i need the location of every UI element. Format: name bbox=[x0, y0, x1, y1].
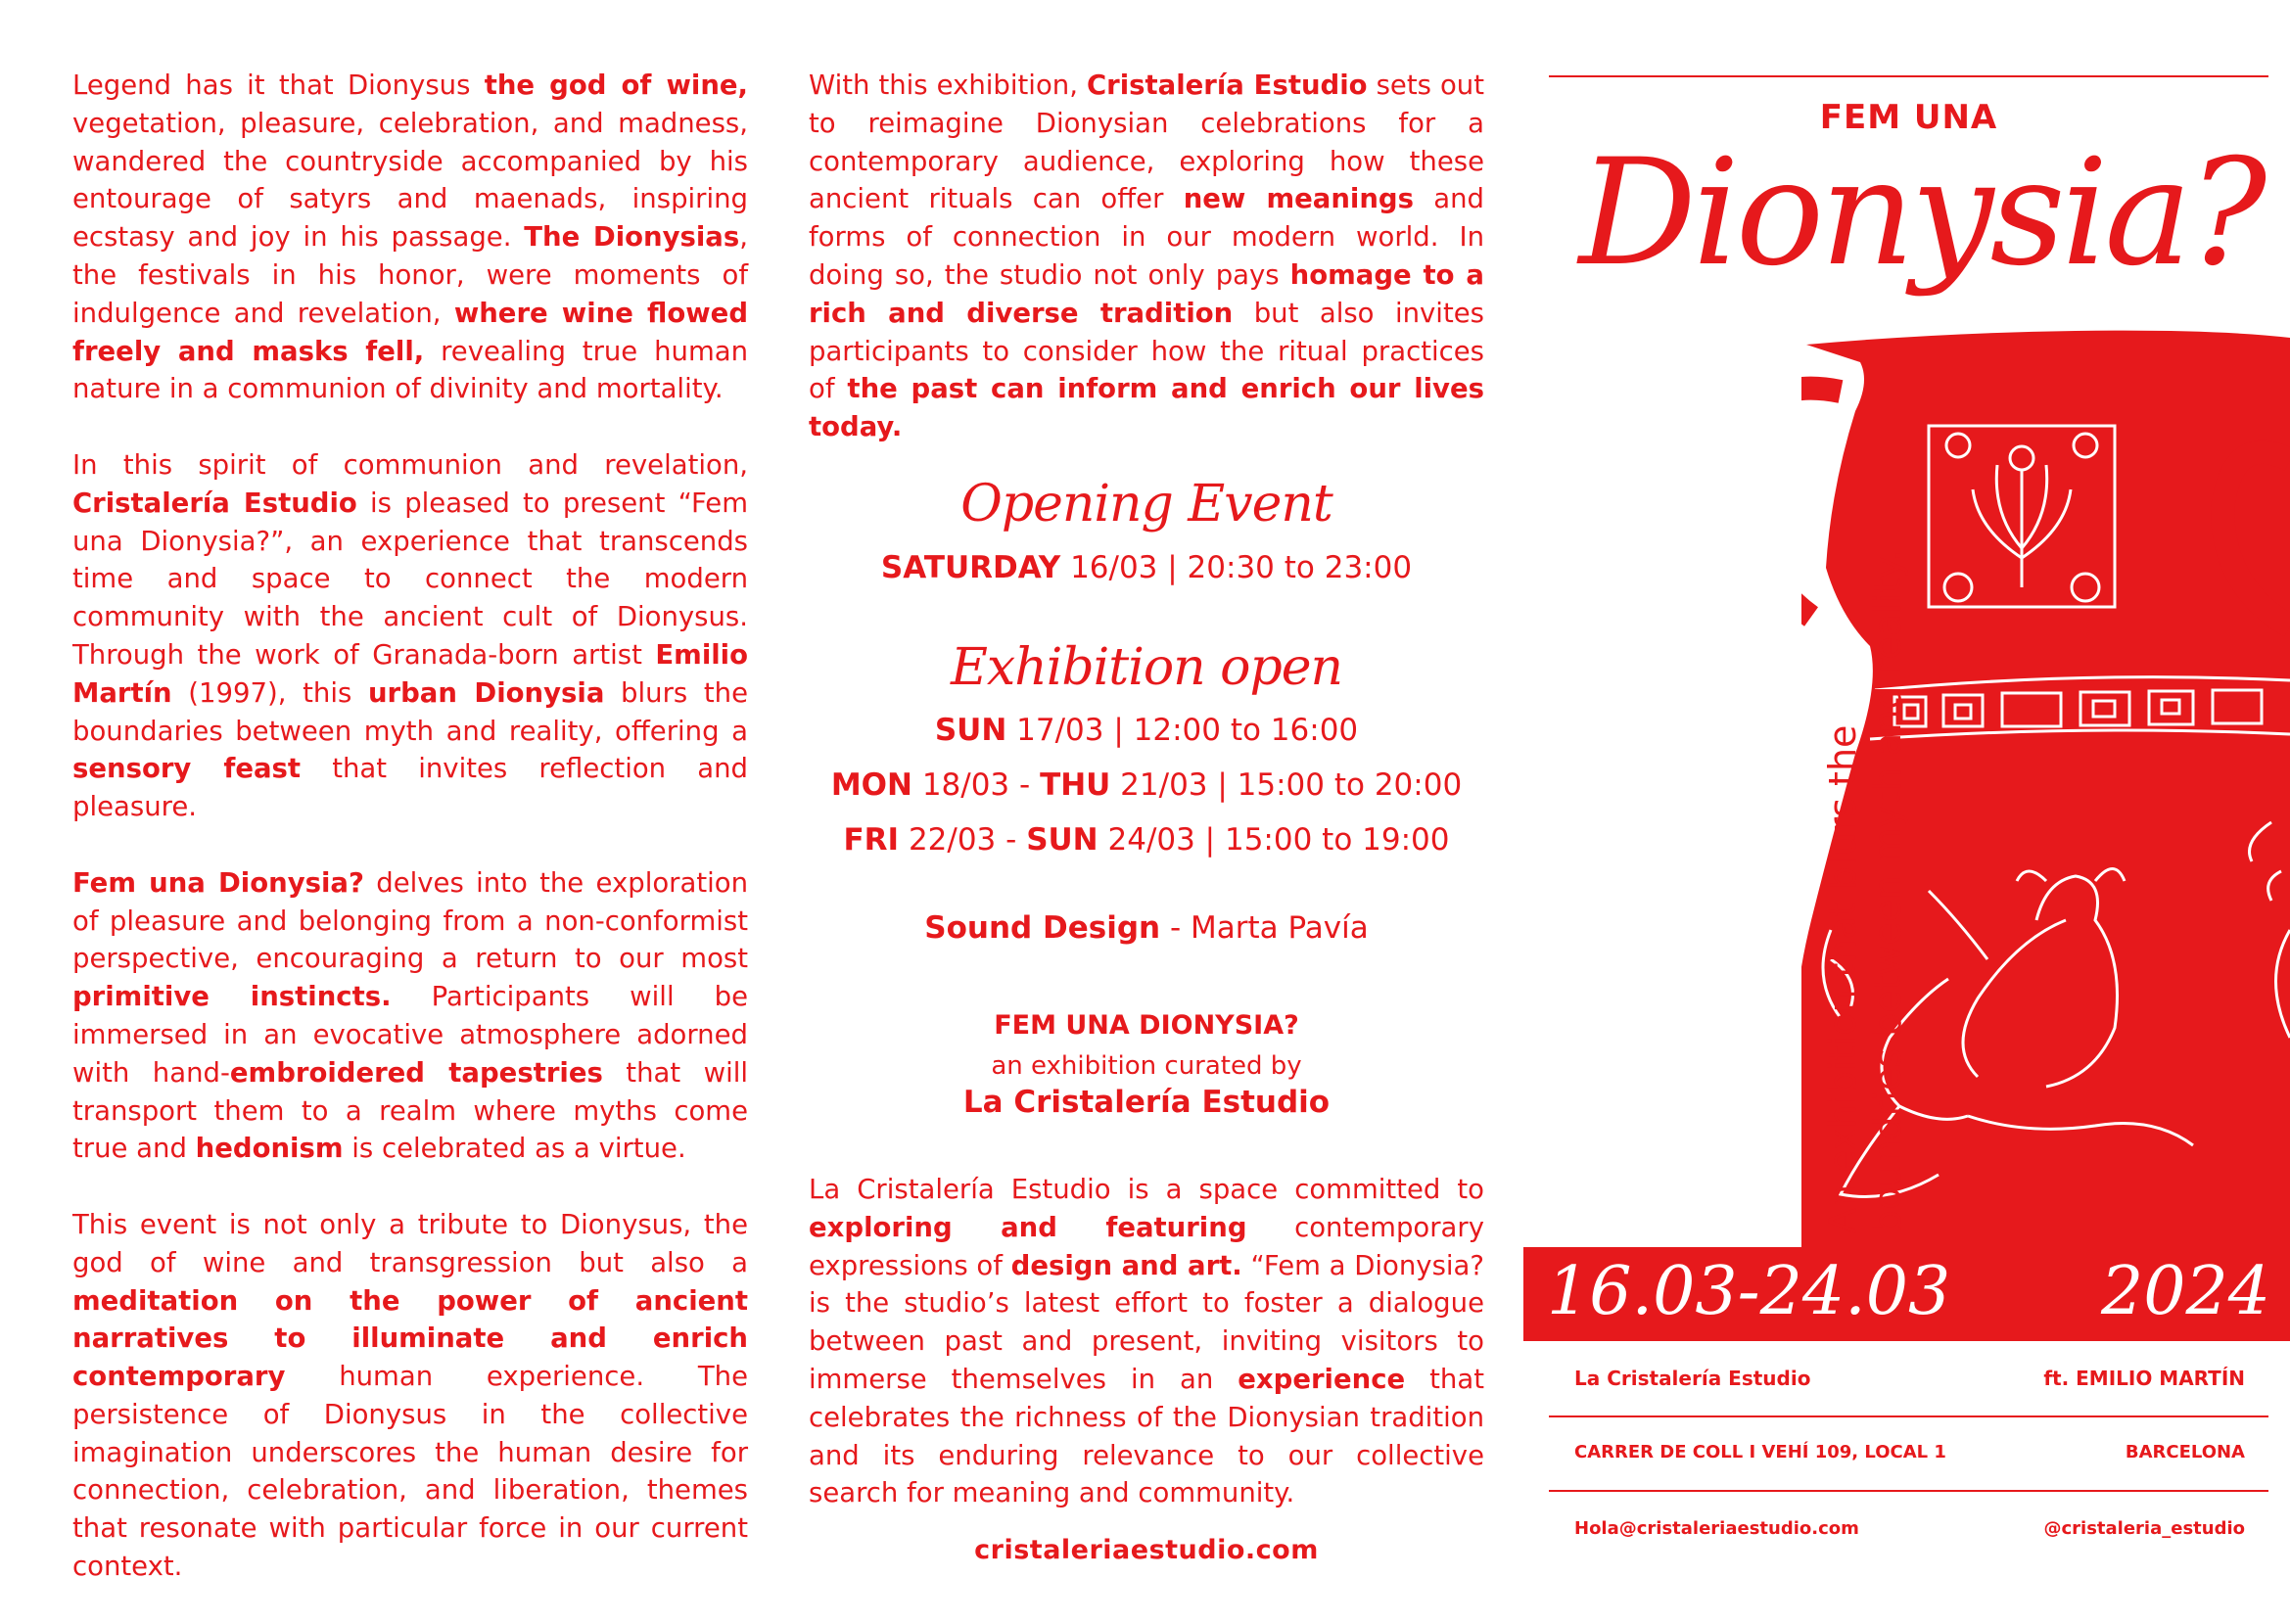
date-range: 16.03-24.03 bbox=[1547, 1253, 1951, 1330]
body-text: (1997), this bbox=[171, 676, 368, 709]
top-rule bbox=[1549, 75, 2268, 77]
paragraph-legend bbox=[72, 67, 748, 408]
body-text: This event is not only a tribute to Dionysus, the god of wine and transgression but also a bbox=[72, 1208, 748, 1278]
emphasis-text: homage to a rich and diverse tradition bbox=[809, 258, 1484, 329]
info-rule-1 bbox=[1549, 1415, 2268, 1417]
paragraph-exploration bbox=[72, 864, 748, 1168]
emphasis-text: Cristalería Estudio bbox=[72, 487, 357, 519]
emphasis-text: Fem una Dionysia? bbox=[72, 866, 364, 899]
schedule-day: SUN bbox=[1026, 822, 1098, 858]
date-band bbox=[1523, 1247, 2290, 1341]
body-text: Participants will be immersed in an evocative atmosphere adorned with hand- bbox=[72, 981, 748, 1089]
about-column bbox=[809, 67, 1484, 485]
body-text: vegetation, pleasure, celebration, and madness, wandered the countryside accompanied by his entourage of satyrs and maenads, inspiring ecstasy and joy in his passage. bbox=[72, 107, 748, 254]
emphasis-text: embroidered tapestries bbox=[229, 1056, 603, 1089]
date-year: 2024 bbox=[2100, 1253, 2270, 1330]
emphasis-text: hedonism bbox=[195, 1133, 344, 1165]
instagram-link[interactable]: @cristaleria_estudio bbox=[2043, 1518, 2245, 1539]
body-text: With this exhibition, bbox=[809, 70, 1087, 101]
city: BARCELONA bbox=[2125, 1442, 2245, 1462]
address: CARRER DE COLL I VEHÍ 109, LOCAL 1 bbox=[1574, 1442, 1946, 1462]
body-text: delves into the exploration of pleasure and belonging from a non-conformist perspective, encouraging a return to our most bbox=[72, 866, 748, 975]
cover-title: Dionysia? bbox=[1578, 128, 2264, 299]
body-text: revealing true human nature in a communion of divinity and mortality. bbox=[72, 335, 749, 405]
body-text: , the festivals in his honor, were moments of indulgence and revelation, bbox=[72, 221, 748, 329]
emphasis-text: primitive instincts. bbox=[72, 981, 392, 1013]
opening-day: SATURDAY bbox=[880, 550, 1061, 585]
schedule-day: MON bbox=[830, 767, 912, 803]
emphasis-text: Cristalería Estudio bbox=[1086, 70, 1368, 101]
schedule-time: 22/03 - bbox=[899, 822, 1027, 858]
emphasis-text: The Dionysias bbox=[524, 221, 740, 254]
emphasis-text: exploring and featuring bbox=[809, 1211, 1247, 1243]
body-text: is celebrated as a virtue. bbox=[343, 1133, 686, 1165]
curated-title: FEM UNA DIONYSIA? bbox=[994, 1010, 1299, 1041]
artist-name: ft. EMILIO MARTÍN bbox=[2043, 1367, 2245, 1390]
emphasis-text: the past can inform and enrich our lives today. bbox=[809, 373, 1484, 443]
paragraph-studio bbox=[809, 1171, 1484, 1512]
emphasis-text: design and art. bbox=[1010, 1249, 1242, 1281]
emphasis-text: the god of wine, bbox=[484, 70, 748, 101]
schedule-day: FRI bbox=[843, 822, 900, 858]
emphasis-text: new meanings bbox=[1183, 183, 1414, 215]
emphasis-text: where wine flowed freely and masks fell, bbox=[72, 297, 749, 367]
emphasis-text: Emilio Martín bbox=[72, 638, 748, 709]
body-text: is pleased to present “Fem una Dionysia?”, an experience that transcends time and space to connect the modern community with the ancient cult of Dionysus. Through the work of Granada-born artist bbox=[72, 487, 748, 671]
schedule-day: THU bbox=[1040, 767, 1111, 803]
emphasis-text: urban Dionysia bbox=[367, 676, 605, 709]
cover-tagline bbox=[1820, 450, 1910, 1233]
opening-hours: 16/03 | 20:30 to 23:00 bbox=[1060, 550, 1413, 585]
opening-event-time bbox=[809, 550, 1484, 585]
schedule-time: 24/03 | 15:00 to 19:00 bbox=[1098, 822, 1450, 858]
body-text: that celebrates the richness of the Dionysian tradition and its enduring relevance to our collective search for meaning and community. bbox=[809, 1363, 1484, 1509]
schedule-time: 17/03 | 12:00 to 16:00 bbox=[1006, 713, 1359, 748]
body-text: that will transport them to a realm where myths come true and bbox=[72, 1056, 748, 1165]
cover-pretitle: FEM UNA bbox=[1819, 98, 1998, 137]
website-link[interactable]: cristaleriaestudio.com bbox=[974, 1535, 1319, 1565]
body-text: human experience. The persistence of Dionysus in the collective imagination underscores the human desire for connection, celebration, and liberation, themes that resonate with particular force in our current context. bbox=[72, 1361, 748, 1583]
tagline-line-1: An exhibition that blurs the bbox=[1821, 724, 1864, 1233]
body-text: “Fem a Dionysia? is the studio’s latest effort to foster a dialogue between past and present, inviting visitors to immerse themselves in an bbox=[809, 1249, 1484, 1395]
body-text: that invites reflection and pleasure. bbox=[72, 753, 748, 823]
curator-name: La Cristalería Estudio bbox=[962, 1085, 1331, 1120]
exhibition-open-title: Exhibition open bbox=[950, 638, 1343, 697]
emphasis-text: sensory feast bbox=[72, 753, 302, 785]
schedule-time: 21/03 | 15:00 to 20:00 bbox=[1110, 767, 1463, 803]
body-text: La Cristalería Estudio is a space committed to bbox=[809, 1174, 1484, 1205]
schedule-time: 18/03 - bbox=[911, 767, 1041, 803]
body-text: but also invites participants to consider how the ritual practices of bbox=[809, 297, 1484, 405]
body-text: In this spirit of communion and revelation, bbox=[72, 448, 748, 481]
studio-description bbox=[809, 1171, 1484, 1551]
studio-name: La Cristalería Estudio bbox=[1574, 1367, 1811, 1390]
body-text: Legend has it that Dionysus bbox=[72, 70, 485, 101]
intro-column bbox=[72, 67, 748, 1624]
tagline-line-2: boundries between myth and reality. bbox=[1866, 549, 1909, 1233]
body-text: sets out to reimagine Dionysian celebrations for a contemporary audience, exploring how these ancient rituals can offer bbox=[809, 70, 1484, 215]
sound-design-name: - Marta Pavía bbox=[1160, 910, 1369, 946]
schedule-row bbox=[809, 767, 1484, 803]
schedule-row bbox=[809, 713, 1484, 748]
paragraph-tribute bbox=[72, 1206, 748, 1586]
info-rule-2 bbox=[1549, 1490, 2268, 1492]
sound-design-label: Sound Design bbox=[924, 910, 1161, 946]
body-text: contemporary expressions of bbox=[809, 1211, 1484, 1281]
emphasis-text: meditation on the power of ancient narratives to illuminate and enrich contemporary bbox=[72, 1284, 748, 1393]
curated-by: an exhibition curated by bbox=[991, 1051, 1302, 1081]
body-text: and forms of connection in our modern world. In doing so, the studio not only pays bbox=[809, 183, 1484, 291]
opening-event-title: Opening Event bbox=[960, 475, 1332, 534]
emphasis-text: experience bbox=[1238, 1363, 1406, 1395]
body-text: blurs the boundaries between myth and reality, offering a bbox=[72, 676, 748, 747]
email-link[interactable]: Hola@cristaleriaestudio.com bbox=[1574, 1518, 1859, 1539]
paragraph-communion bbox=[72, 446, 748, 826]
schedule-row bbox=[809, 822, 1484, 858]
sound-design bbox=[809, 910, 1484, 946]
schedule-day: SUN bbox=[934, 713, 1007, 748]
paragraph-reimagine bbox=[809, 67, 1484, 446]
